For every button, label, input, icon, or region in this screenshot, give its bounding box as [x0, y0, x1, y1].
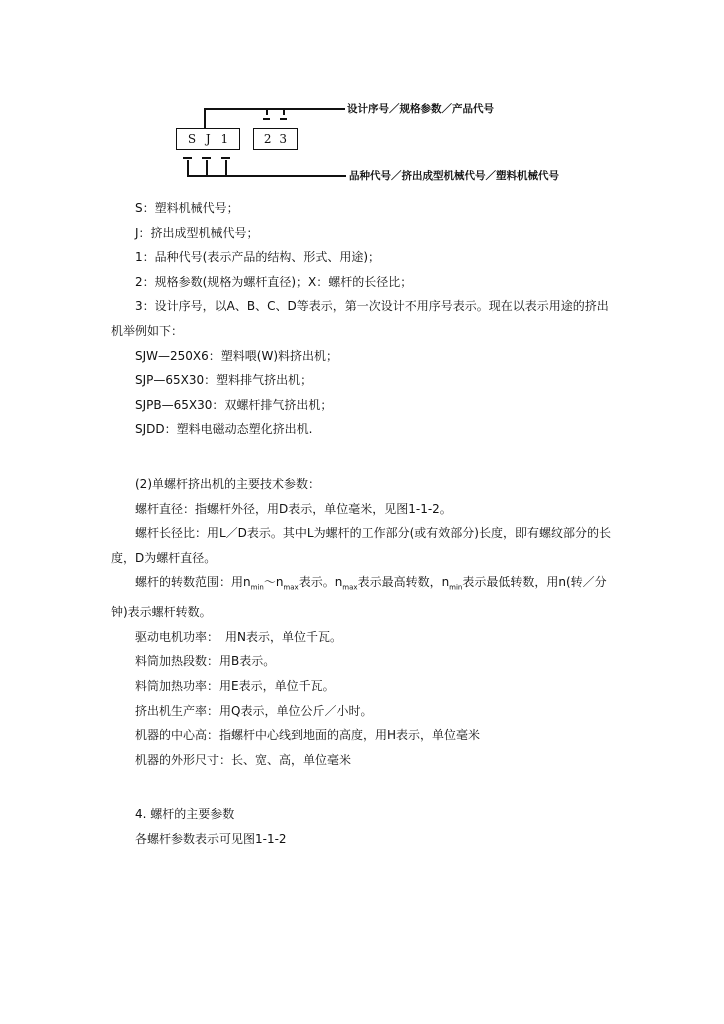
line-screw-speed: 螺杆的转数范围：用$n_{min}\sim n_{max}$表示。$n_{max}$表示最高转数，$n_{min}$表示最低转数，用n(转／分钟)表示螺杆转数。: [111, 575, 607, 620]
line-example-sjdd: SJDD：塑料电磁动态塑化挤出机.: [135, 422, 313, 437]
top-dash-3: [280, 118, 287, 120]
line-overall-size: 机器的外形尺寸：长、宽、高，单位毫米: [135, 752, 352, 767]
bottom-dash-s: [183, 157, 192, 159]
line-example-sjpb: SJPB—65X30：双螺杆排气挤出机；: [135, 397, 333, 412]
line-heating-power: 料筒加热功率：用E表示，单位千瓦。: [135, 679, 335, 694]
line-output-rate: 挤出机生产率：用Q表示，单位公斤／小时。: [135, 703, 373, 718]
bottom-tick-s: [187, 160, 189, 175]
line-s-code: S：塑料机械代号；: [135, 201, 239, 215]
line-screw-diameter: 螺杆直径：指螺杆外径，用D表示，单位毫米，见图1-1-2。: [135, 501, 452, 516]
bottom-dash-j: [202, 157, 211, 159]
top-tick-3: [283, 109, 285, 115]
line-screw-figure-ref: 各螺杆参数表示可见图1-1-2: [135, 832, 287, 847]
top-connector-vertical: [204, 109, 206, 128]
document-body: [111, 196, 615, 852]
bottom-tick-j: [206, 160, 208, 175]
line-example-sjw: SJW—250X6：塑料喂(W)料挤出机；: [135, 348, 339, 363]
line-spec-param: 2：规格参数(规格为螺杆直径)；X：螺杆的长径比；: [135, 274, 413, 289]
section-heading-screw: 4. 螺杆的主要参数: [135, 807, 235, 822]
bottom-tick-1: [225, 160, 227, 175]
line-example-sjp: SJP—65X30：塑料排气挤出机；: [135, 373, 313, 388]
line-j-code: J：挤出成型机械代号；: [135, 225, 259, 240]
bottom-connector-horizontal: [187, 175, 346, 177]
code-box-sj1: [176, 128, 240, 150]
line-motor-power: 驱动电机功率： 用N表示，单位千瓦。: [135, 629, 342, 644]
top-tick-2: [266, 109, 268, 115]
bottom-label: 品种代号／挤出成型机械代号／塑料机械代号: [349, 170, 559, 182]
code-letter-j: J: [205, 132, 211, 146]
line-center-height: 机器的中心高：指螺杆中心线到地面的高度，用H表示，单位毫米: [135, 728, 481, 743]
top-dash-2: [263, 118, 270, 120]
line-design-seq: 3：设计序号，以A、B、C、D等表示，第一次设计不用序号表示。现在以表示用途的挤出机举例如下：: [111, 299, 609, 338]
code-box-23: [253, 128, 298, 150]
top-label: 设计序号／规格参数／产品代号: [347, 103, 494, 115]
code-digit-3: 3: [279, 132, 288, 146]
line-screw-ld: 螺杆长径比：用L／D表示。其中L为螺杆的工作部分(或有效部分)长度，即有螺纹部分的长度，D为螺杆直径。: [111, 526, 611, 565]
top-connector-horizontal: [204, 108, 345, 110]
designation-diagram: [0, 0, 724, 200]
bottom-dash-1: [221, 157, 230, 159]
code-digit-2: 2: [263, 132, 272, 146]
line-heating-zones: 料筒加热段数：用B表示。: [135, 654, 276, 669]
section-heading-params: (2)单螺杆挤出机的主要技术参数：: [135, 476, 320, 491]
code-letter-1: 1: [220, 132, 229, 146]
line-variety-code: 1：品种代号(表示产品的结构、形式、用途)；: [135, 250, 380, 265]
code-letter-s: S: [187, 132, 197, 146]
